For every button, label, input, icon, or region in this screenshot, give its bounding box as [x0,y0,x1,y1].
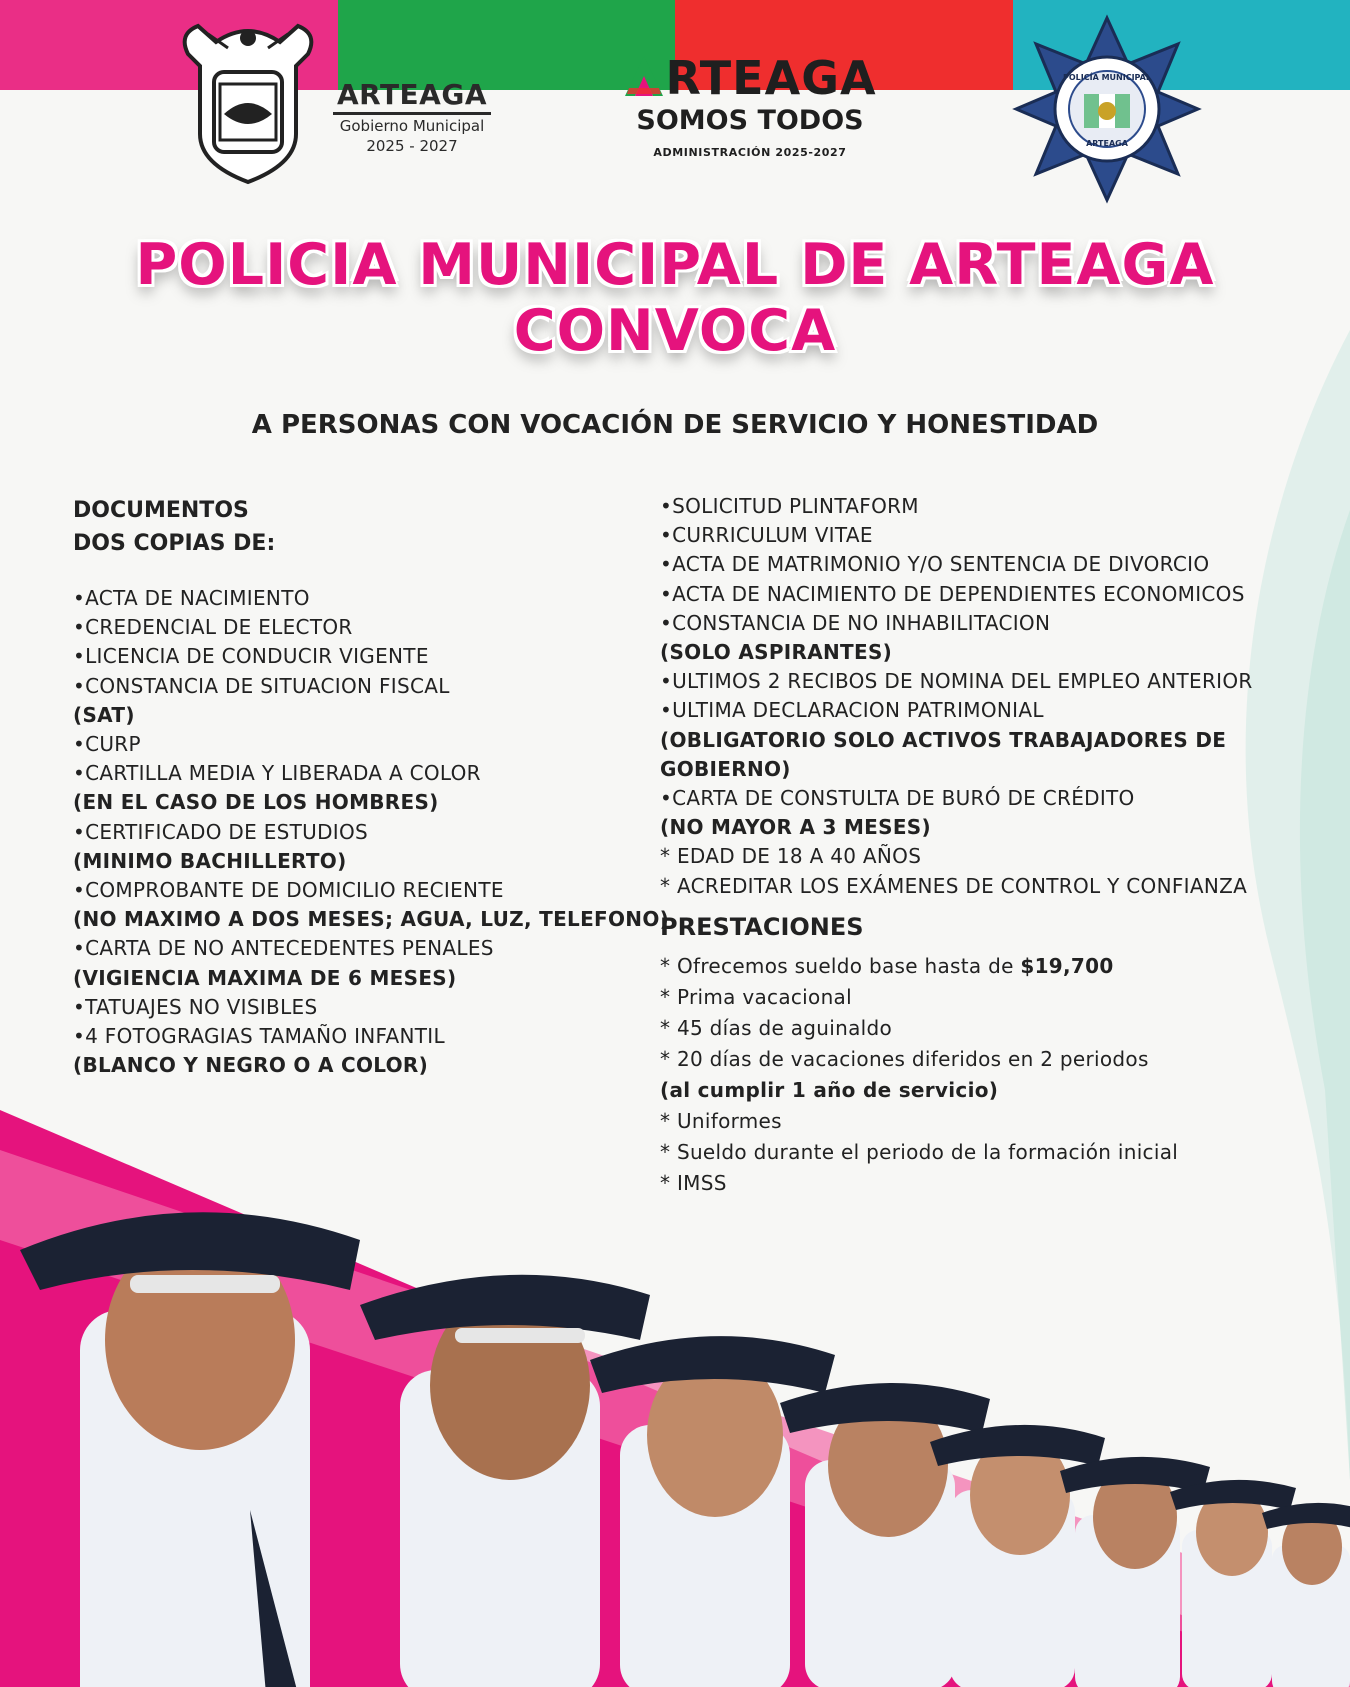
benefit-item: * Uniformes [660,1108,782,1133]
document-item: •CARTA DE NO ANTECEDENTES PENALES [73,936,494,961]
document-item: •COMPROBANTE DE DOMICILIO RECIENTE [73,878,504,903]
officers-illustration [20,1212,1350,1687]
tagline: SOMOS TODOS [636,105,864,136]
document-item: •ACTA DE NACIMIENTO DE DEPENDIENTES ECONOMICOS [660,581,1245,606]
document-item: (SAT) [73,702,135,727]
document-item: •CONSTANCIA DE SITUACION FISCAL [73,673,450,698]
municipal-crest-logo [168,14,328,189]
gov-subtitle: Gobierno Municipal [339,117,485,135]
documents-right-list [660,492,1300,901]
benefit-item: * IMSS [660,1170,727,1195]
benefits-heading: PRESTACIONES [660,912,864,941]
document-item: •CREDENCIAL DE ELECTOR [73,615,353,640]
document-item: (NO MAXIMO A DOS MESES; AGUA, LUZ, TELEFONO) [73,907,670,932]
document-item: * ACREDITAR LOS EXÁMENES DE CONTROL Y CONFIANZA [660,873,1248,898]
document-item: (EN EL CASO DE LOS HOMBRES) [73,790,439,815]
document-item: •ULTIMOS 2 RECIBOS DE NOMINA DEL EMPLEO ANTERIOR [660,669,1253,694]
salary-amount: $19,700 [1020,953,1114,978]
subtitle: A PERSONAS CON VOCACIÓN DE SERVICIO Y HONESTIDAD [251,410,1099,440]
badge-text-top: POLICÍA MUNICIPAL [1063,73,1151,82]
police-badge-star [1012,14,1202,204]
document-item: (NO MAYOR A 3 MESES) [660,815,931,840]
gov-years: 2025 - 2027 [366,137,458,155]
document-item: •CERTIFICADO DE ESTUDIOS [73,819,369,844]
benefit-item: * 20 días de vacaciones diferidos en 2 periodos [660,1046,1149,1071]
documents-right-column [660,492,1300,1199]
document-item: * EDAD DE 18 A 40 AÑOS [660,844,922,869]
copies-heading: DOS COPIAS DE: [73,531,276,556]
document-item: GOBIERNO) [660,756,791,781]
benefit-salary [660,951,1300,982]
benefit-item: * Sueldo durante el periodo de la formación inicial [660,1139,1179,1164]
document-item: •CURRICULUM VITAE [660,523,873,548]
document-item: •ACTA DE MATRIMONIO Y/O SENTENCIA DE DIVORCIO [660,552,1210,577]
benefit-item: (al cumplir 1 año de servicio) [660,1077,999,1102]
documents-left-list [73,584,673,1080]
document-item: •CARTA DE CONSTULTA DE BURÓ DE CRÉDITO [660,786,1135,811]
document-item: •SOLICITUD PLINTAFORM [660,494,919,518]
document-item: (SOLO ASPIRANTES) [660,640,893,665]
arteaga-somos-todos-logo [590,52,910,202]
benefit-item: * 45 días de aguinaldo [660,1015,893,1040]
officers-photo-band [0,1110,1350,1687]
title-line-2: CONVOCA [513,298,837,364]
administration-years: ADMINISTRACIÓN 2025-2027 [653,146,847,159]
brand-text: RTEAGA [665,51,877,105]
document-item: (VIGIENCIA MAXIMA DE 6 MESES) [73,965,457,990]
title-line-1: POLICIA MUNICIPAL DE ARTEAGA [135,232,1215,298]
document-item: •CURP [73,732,141,757]
brand-a-mark-icon [623,54,665,98]
badge-text-bottom: ARTEAGA [1086,139,1128,148]
document-item: •ACTA DE NACIMIENTO [73,586,310,610]
brand-wordmark [590,52,910,104]
salary-prefix: * Ofrecemos sueldo base hasta de [660,953,1021,978]
document-item: •TATUAJES NO VISIBLES [73,994,318,1019]
benefit-item: * Prima vacacional [660,984,852,1009]
document-item: •CONSTANCIA DE NO INHABILITACION [660,610,1051,635]
gov-name: ARTEAGA [333,78,491,115]
document-item: •LICENCIA DE CONDUCIR VIGENTE [73,644,429,669]
government-label [333,78,491,155]
documents-heading: DOCUMENTOS [73,498,249,523]
documents-left-column [73,494,673,1080]
document-item: (MINIMO BACHILLERTO) [73,848,347,873]
document-item: •4 FOTOGRAGIAS TAMAÑO INFANTIL [73,1024,445,1049]
document-item: (OBLIGATORIO SOLO ACTIVOS TRABAJADORES DE [660,727,1227,752]
document-item: (BLANCO Y NEGRO O A COLOR) [73,1053,429,1078]
document-item: •CARTILLA MEDIA Y LIBERADA A COLOR [73,761,481,786]
document-item: •ULTIMA DECLARACION PATRIMONIAL [660,698,1044,723]
